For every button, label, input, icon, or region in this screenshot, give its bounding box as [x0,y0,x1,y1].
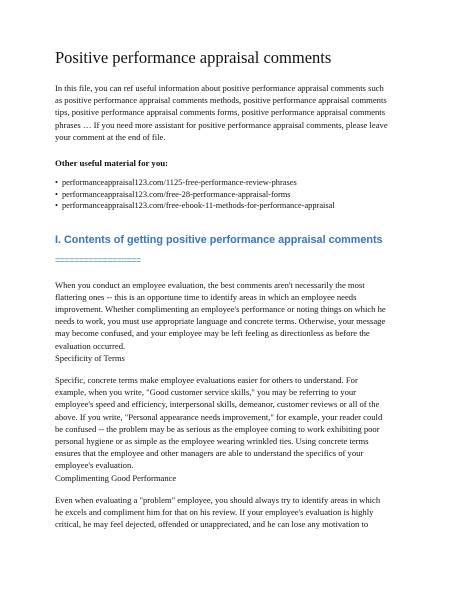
text-line: as positive performance appraisal comments methods, positive performance appraisal comments [55,95,387,106]
useful-link[interactable]: • performanceappraisal123.com/1125-free-performance-review-phrases [55,177,415,189]
text-line: employee's speed and efficiency, interpersonal skills, demeanor, customer reviews or all of the [55,399,380,410]
section-rule: ================== [55,254,141,265]
text-line: phrases … If you need more assistant for positive performance appraisal comments, please leave [55,119,388,130]
document-title: Positive performance appraisal comments [55,48,332,67]
intro-paragraph [55,82,415,143]
useful-link[interactable]: • performanceappraisal123.com/free-ebook-11-methods-for-performance-appraisal [55,200,415,212]
text-line: above. If you write, "Personal appearance needs improvement," for example, your reader could [55,411,383,422]
text-line: critical, he may feel dejected, offended or unappreciated, and he can lose any motivation to [55,519,369,530]
text-line: improvement. Whether complimenting an employee's performance or noting things on which he [55,303,386,314]
text-line: your comment at the end of file. [55,131,166,142]
subsection-label: Complimenting Good Performance [55,472,177,483]
useful-link[interactable]: • performanceappraisal123.com/free-28-performance-appraisal-forms [55,189,415,201]
text-line: he excels and compliment him for that on his review. If your employee's evaluation is highly [55,506,374,517]
text-line: flattering ones -- this is an opportune time to identify areas in which an employee needs [55,291,357,302]
useful-material-heading: Other useful material for you: [55,158,169,169]
subsection-label: Specificity of Terms [55,352,125,363]
text-line: In this file, you can ref useful information about positive performance appraisal comments such [55,83,384,93]
text-line: may become confused, and your employee may be left feeling as directionless as before the [55,328,370,339]
text-line: tips, positive performance appraisal comments forms, positive performance appraisal comments [55,107,386,118]
text-line: ensures that the employee and other managers are able to understand the specifics of your [55,448,364,459]
text-line: When you conduct an employee evaluation, the best comments aren't necessarily the most [55,279,365,290]
paragraph-gap [55,484,415,494]
paragraph-gap [55,364,415,374]
section-heading: I. Contents of getting positive performance appraisal comments [55,233,383,246]
text-line: employee's evaluation. [55,460,134,471]
useful-links-list [55,177,415,212]
document-page [55,48,415,530]
body-paragraph-3 [55,494,415,531]
text-line: Specific, concrete terms make employee evaluations easier for others to understand. For [55,374,358,385]
text-line: be confused -- the problem may be as serious as the employee coming to work exhibiting poor [55,423,380,434]
text-line: example, when you write, "Good customer service skills," you may be referring to your [55,387,357,398]
body-paragraph-2 [55,374,415,484]
body-paragraph-1 [55,279,415,364]
text-line: needs to work, you must use appropriate language and concrete terms. Otherwise, your message [55,316,386,327]
text-line: evaluation occurred. [55,340,126,351]
text-line: Even when evaluating a "problem" employee, you should always try to identify areas in which [55,494,381,505]
text-line: personal hygiene or as simple as the employee wearing wrinkled ties. Using concrete terms [55,435,369,446]
